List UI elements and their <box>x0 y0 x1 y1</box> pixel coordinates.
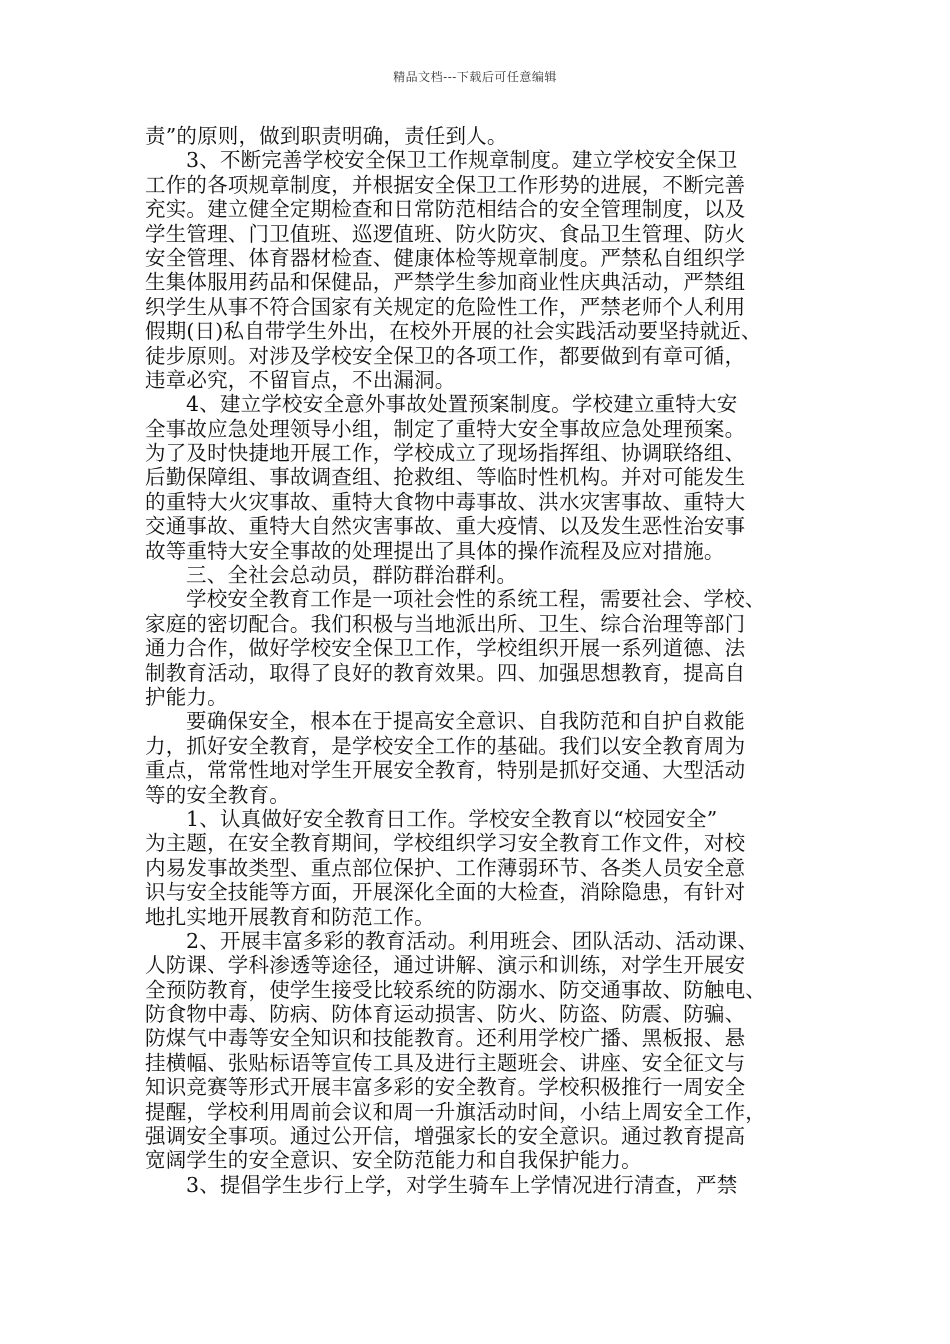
text-line: 重点，常常性地对学生开展安全教育，特别是抓好交通、大型活动 <box>145 758 746 783</box>
text-line: 后勤保障组、事故调查组、抢救组、等临时性机构。并对可能发生 <box>145 465 746 490</box>
text-line: 徒步原则。对涉及学校安全保卫的各项工作，都要做到有章可循， <box>145 343 746 368</box>
text-line: 工作的各项规章制度，并根据安全保卫工作形势的进展，不断完善 <box>145 172 746 197</box>
text-line: 要确保安全，根本在于提高安全意识、自我防范和自护自救能 <box>186 709 745 734</box>
text-line: 全预防教育，使学生接受比较系统的防溺水、防交通事故、防触电、 <box>145 977 766 1002</box>
text-line: 交通事故、重特大自然灾害事故、重大疫情、以及发生恶性治安事 <box>145 514 746 539</box>
text-line: 全事故应急处理领导小组，制定了重特大安全事故应急处理预案。 <box>145 416 746 441</box>
document-body <box>145 124 805 1197</box>
text-line: 知识竞赛等形式开展丰富多彩的安全教育。学校积极推行一周安全 <box>145 1075 746 1100</box>
text-line: 故等重特大安全事故的处理提出了具体的操作流程及应对措施。 <box>145 538 725 563</box>
text-line: 家庭的密切配合。我们积极与当地派出所、卫生、综合治理等部门 <box>145 611 746 636</box>
text-line: 挂横幅、张贴标语等宣传工具及进行主题班会、讲座、安全征文与 <box>145 1050 746 1075</box>
text-line: 1、认真做好安全教育日工作。学校安全教育以“校园安全” <box>186 806 718 831</box>
text-line: 通力合作，做好学校安全保卫工作，学校组织开展一系列道德、法 <box>145 636 746 661</box>
text-line: 4、建立学校安全意外事故处置预案制度。学校建立重特大安 <box>186 392 738 417</box>
text-line: 防煤气中毒等安全知识和技能教育。还利用学校广播、黑板报、悬 <box>145 1026 746 1051</box>
text-line: 识与安全技能等方面，开展深化全面的大检查，消除隐患，有针对 <box>145 880 746 905</box>
text-line: 等的安全教育。 <box>145 782 290 807</box>
text-line: 假期(日)私自带学生外出，在校外开展的社会实践活动要坚持就近、 <box>145 319 762 344</box>
text-line: 织学生从事不符合国家有关规定的危险性工作，严禁老师个人利用 <box>145 294 746 319</box>
text-line: 违章必究，不留盲点，不出漏洞。 <box>145 367 456 392</box>
text-line: 责”的原则，做到职责明确，责任到人。 <box>145 124 508 148</box>
text-line: 力，抓好安全教育，是学校安全工作的基础。我们以安全教育周为 <box>145 733 746 758</box>
text-line: 为了及时快捷地开展工作，学校成立了现场指挥组、协调联络组、 <box>145 441 746 466</box>
text-line: 宽阔学生的安全意识、安全防范能力和自我保护能力。 <box>145 1148 642 1173</box>
text-line: 内易发事故类型、重点部位保护、工作薄弱环节、各类人员安全意 <box>145 855 746 880</box>
text-line: 3、提倡学生步行上学，对学生骑车上学情况进行清查，严禁 <box>186 1172 738 1197</box>
text-line: 安全管理、体育器材检查、健康体检等规章制度。严禁私自组织学 <box>145 245 746 270</box>
text-line: 提醒，学校利用周前会议和周一升旗活动时间，小结上周安全工作， <box>145 1099 766 1124</box>
text-line: 学生管理、门卫值班、巡逻值班、防火防灾、食品卫生管理、防火 <box>145 221 746 246</box>
text-line: 防食物中毒、防病、防体育运动损害、防火、防盗、防震、防骗、 <box>145 1002 746 1027</box>
text-line: 制教育活动，取得了良好的教育效果。四、加强思想教育，提高自 <box>145 660 746 685</box>
text-line: 的重特大火灾事故、重特大食物中毒事故、洪水灾害事故、重特大 <box>145 489 746 514</box>
text-line: 强调安全事项。通过公开信，增强家长的安全意识。通过教育提高 <box>145 1124 746 1149</box>
text-line: 生集体服用药品和保健品，严禁学生参加商业性庆典活动，严禁组 <box>145 270 746 295</box>
text-line: 3、不断完善学校安全保卫工作规章制度。建立学校安全保卫 <box>186 148 738 173</box>
text-line: 2、开展丰富多彩的教育活动。利用班会、团队活动、活动课、 <box>186 928 759 953</box>
text-line: 为主题，在安全教育期间，学校组织学习安全教育工作文件，对校 <box>145 831 746 856</box>
text-line: 地扎实地开展教育和防范工作。 <box>145 904 435 929</box>
text-line: 三、全社会总动员，群防群治群利。 <box>186 563 518 588</box>
text-line: 护能力。 <box>145 684 228 709</box>
page-header: 精品文档---下载后可任意编辑 <box>393 70 557 84</box>
text-line: 充实。建立健全定期检查和日常防范相结合的安全管理制度，以及 <box>145 197 746 222</box>
text-line: 学校安全教育工作是一项社会性的系统工程，需要社会、学校、 <box>186 587 766 612</box>
text-line: 人防课、学科渗透等途径，通过讲解、演示和训练，对学生开展安 <box>145 953 746 978</box>
